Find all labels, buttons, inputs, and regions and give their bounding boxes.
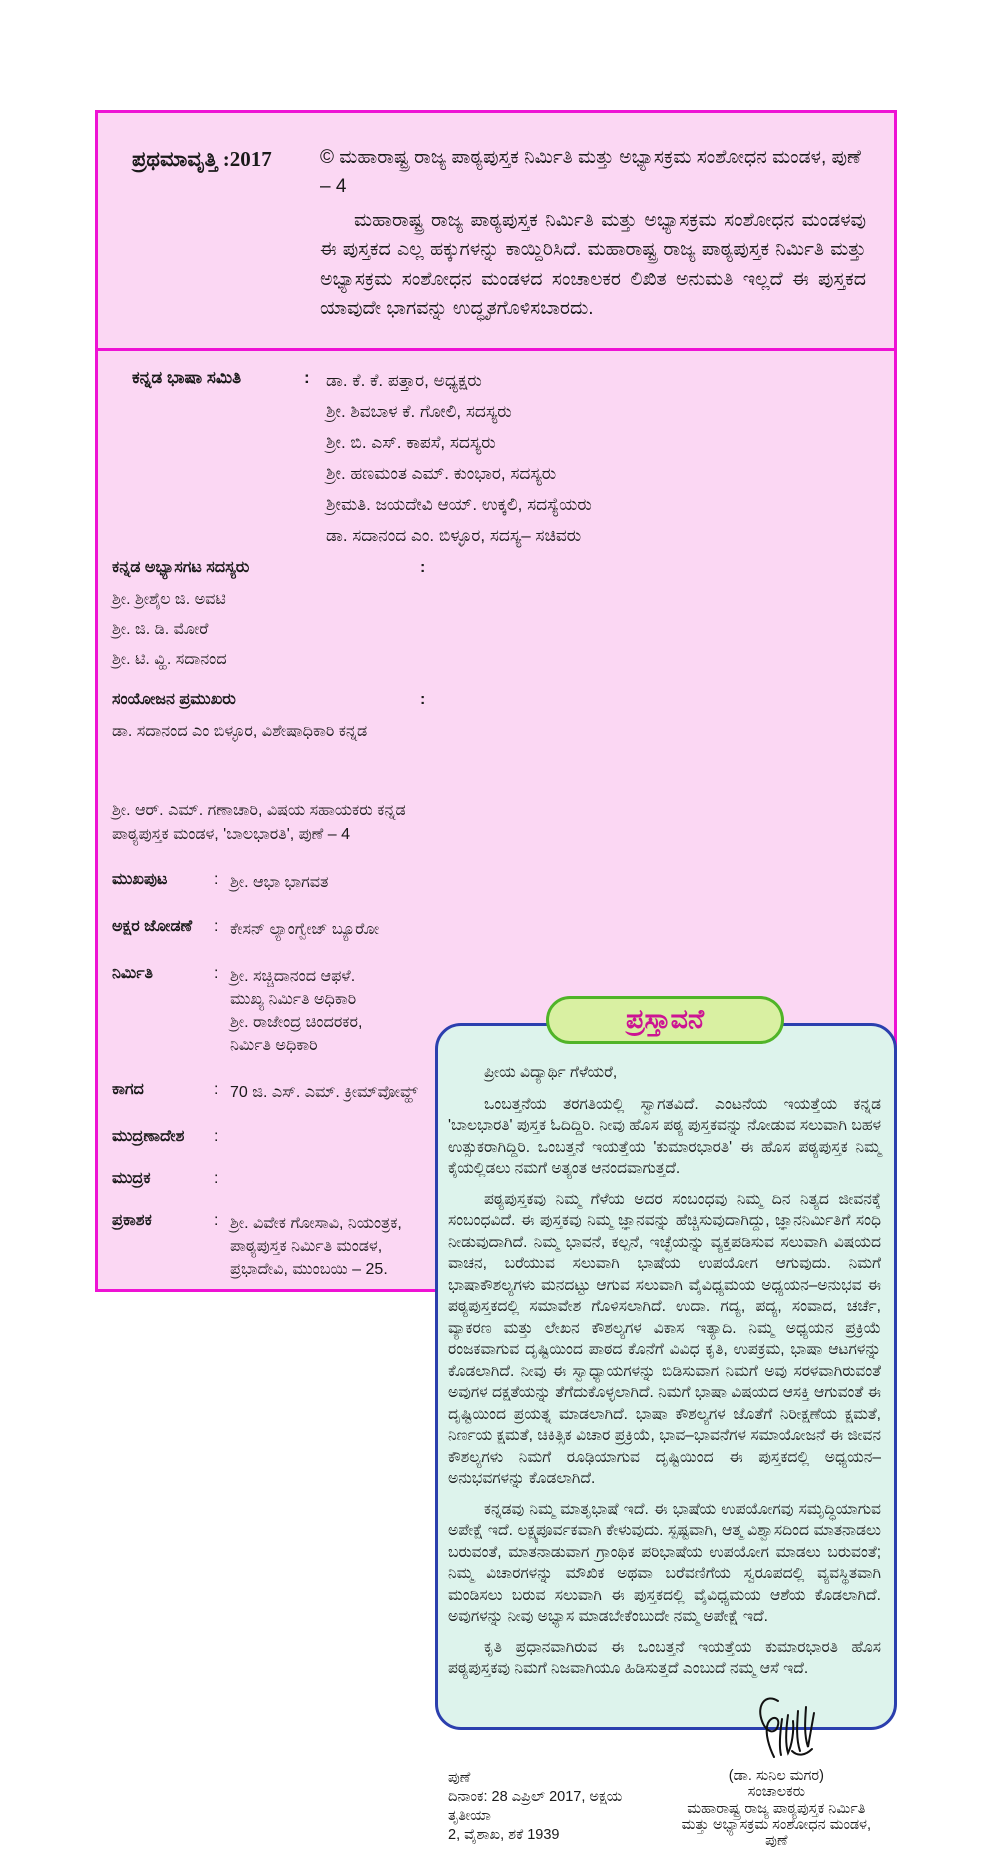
credit-line: ನಿರ್ಮಿತಿ ಅಧಿಕಾರಿ: [230, 1034, 434, 1057]
preface-title: ಪ್ರಸ್ತಾವನೆ: [626, 1004, 704, 1036]
committee-member: ಡಾ. ಸದಾನಂದ ಎಂ. ಬಿಳ್ಳೂರ, ಸದಸ್ಯ– ಸಚಿವರು: [326, 520, 866, 551]
preface-paragraph: ಕನ್ನಡವು ನಿಮ್ಮ ಮಾತೃಭಾಷೆ ಇದೆ. ಈ ಭಾಷೆಯ ಉಪಯೋಗವು ಸಮೃದ್ಧಿಯಾಗುವ ಅಪೇಕ್ಷೆ ಇದೆ. ಲಕ್ಷ್ಯಪೂರ್ವಕವಾಗಿ ಕೇಳುವುದು. ಸ್ಪಷ್ಟವಾಗಿ, ಆತ್ಮ ವಿಶ್ವಾಸದಿಂದ ಮಾತನಾಡಲು ಬರುವಂತೆ, ಮಾತನಾಡುವಾಗ ಗ್ರಾಂಥಿಕ ಪರಿಭಾಷೆಯ ಉಪಯೋಗ ಮಾಡಲು ಬರುವಂತೆ; ನಿಮ್ಮ ವಿಚಾರಗಳನ್ನು ಮೌಖಿಕ ಅಥವಾ ಬರೆವಣಿಗೆಯ ಸ್ವರೂಪದಲ್ಲಿ ವ್ಯವಸ್ಥಿತವಾಗಿ ಮಂಡಿಸಲು ಬರುವ ಸಲುವಾಗಿ ಈ ಪುಸ್ತಕದಲ್ಲಿ ವೈವಿಧ್ಯಮಯ ಆಶೆಯ ಕೊಡಲಾಗಿದೆ. ಅವುಗಳನ್ನು ನೀವು ಅಭ್ಯಾಸ ಮಾಡಬೇಕೆಂಬುದೇ ನಮ್ಮ ಅಪೇಕ್ಷೆ ಇದೆ.: [448, 1499, 881, 1628]
committee-member: ಶ್ರೀ. ಶಿವಬಾಳ ಕೆ. ಗೋಲಿ, ಸದಸ್ಯರು: [326, 396, 866, 427]
credit-label: ಅಕ್ಷರ ಜೋಡಣೆ: [112, 918, 214, 941]
colon-separator: :: [214, 918, 230, 941]
credit-value: [230, 871, 434, 894]
credit-line: ಕೇಸನ್ ಲ್ಯಾಂಗ್ವೇಜ್ ಬ್ಯೂರೋ: [230, 918, 434, 941]
language-committee-members: [326, 365, 866, 551]
signatory-block: [669, 1769, 886, 1850]
credit-line: ಶ್ರೀ. ಆಭಾ ಭಾಗವತ: [230, 871, 434, 894]
page-frame: [95, 110, 897, 1292]
credit-label: ಪ್ರಕಾಶಕ: [112, 1212, 214, 1281]
credit-line: ಪಾಠ್ಯಪುಸ್ತಕ ನಿರ್ಮಿತಿ ಮಂಡಳ,: [230, 1235, 434, 1258]
signature-area: [438, 1689, 894, 1767]
credit-value: [230, 918, 434, 941]
study-group-heading: [112, 559, 434, 577]
preface-salutation: ಪ್ರೀಯ ವಿದ್ಯಾರ್ಥಿ ಗೆಳೆಯರೆ,: [448, 1062, 881, 1084]
committee-member: ಶ್ರೀಮತಿ. ಜಯದೇವಿ ಆಯ್. ಉಕ್ಕಲಿ, ಸದಸ್ಯೆಯರು: [326, 489, 866, 520]
credit-label: ನಿರ್ಮಿತಿ: [112, 965, 214, 1057]
colon-separator: :: [420, 691, 434, 709]
colon-separator: :: [214, 1081, 230, 1104]
credit-value: [230, 1128, 434, 1146]
credit-row-cover: [112, 871, 434, 894]
signatory-org-line2: ಮತ್ತು ಅಭ್ಯಾಸಕ್ರಮ ಸಂಶೋಧನ ಮಂಡಳ, ಪುಣೆ: [669, 1818, 884, 1849]
edition-label: ಪ್ರಥಮಾವೃತ್ತಿ :2017: [132, 143, 320, 348]
colon-separator: :: [214, 1212, 230, 1281]
place: ಪುಣೆ: [448, 1769, 669, 1788]
credit-line: ಮುಖ್ಯ ನಿರ್ಮಿತಿ ಅಧಿಕಾರಿ: [230, 988, 434, 1011]
study-group-member: ಶ್ರೀ. ಶ್ರೀಶೈಲ ಜಿ. ಅವಟಿ: [112, 585, 434, 615]
preface-paragraph: ಒಂಬತ್ತನೆಯ ತರಗತಿಯಲ್ಲಿ ಸ್ವಾಗತವಿದೆ. ಎಂಟನೆಯ ಇಯತ್ತೆಯ ಕನ್ನಡ 'ಬಾಲಭಾರತಿ' ಪುಸ್ತಕ ಓದಿದ್ದಿರಿ. ನೀವು ಹೊಸ ಪಠ್ಯ ಪುಸ್ತಕವನ್ನು ನೋಡುವ ಸಲುವಾಗಿ ಬಹಳ ಉತ್ಸುಕರಾಗಿದ್ದಿರಿ. ಒಂಬತ್ತನೆ ಇಯತ್ತೆಯ 'ಕುಮಾರಭಾರತಿ' ಈ ಹೊಸ ಪಠ್ಯಪುಸ್ತಕ ನಿಮ್ಮ ಕೈಯಲ್ಲಿಡಲು ನಮಗೆ ಅತ್ಯಂತ ಆನಂದವಾಗುತ್ತದೆ.: [448, 1094, 881, 1180]
study-group-member: ಶ್ರೀ. ಜಿ. ಡಿ. ಮೋರೆ: [112, 615, 434, 645]
copyright-block: [320, 143, 866, 348]
colon-separator: :: [304, 365, 326, 551]
credit-row-publisher: [112, 1212, 434, 1281]
credit-label: ಮುದ್ರಕ: [112, 1170, 214, 1188]
copyright-section: [98, 113, 894, 351]
preface-paragraph: ಕೃತಿ ಪ್ರಧಾನವಾಗಿರುವ ಈ ಒಂಬತ್ತನೆ ಇಯತ್ತೆಯ ಕುಮಾರಭಾರತಿ ಹೊಸ ಪಠ್ಯಪುಸ್ತಕವು ನಿಮಗೆ ನಿಜವಾಗಿಯೂ ಹಿಡಿಸುತ್ತದೆ ಎಂಬುದೆ ನಮ್ಮ ಆಸೆ ಇದೆ.: [448, 1637, 881, 1680]
credit-label: ಮುಖಪುಟ: [112, 871, 214, 894]
preface-footer: [438, 1769, 894, 1850]
copyright-notice: ಮಹಾರಾಷ್ಟ್ರ ರಾಜ್ಯ ಪಾಠ್ಯಪುಸ್ತಕ ನಿರ್ಮಿತಿ ಮತ್ತು ಅಭ್ಯಾಸಕ್ರಮ ಸಂಶೋಧನ ಮಂಡಳವು ಈ ಪುಸ್ತಕದ ಎಲ್ಲ ಹಕ್ಕುಗಳನ್ನು ಕಾಯ್ದಿರಿಸಿದೆ. ಮಹಾರಾಷ್ಟ್ರ ರಾಜ್ಯ ಪಾಠ್ಯಪುಸ್ತಕ ನಿರ್ಮಿತಿ ಮತ್ತು ಅಭ್ಯಾಸಕ್ರಮ ಸಂಶೋಧನ ಮಂಡಳದ ಸಂಚಾಲಕರ ಲಿಖಿತ ಅನುಮತಿ ಇಲ್ಲದೆ ಈ ಪುಸ್ತಕದ ಯಾವುದೇ ಭಾಗವನ್ನು ಉದ್ಧೃತಗೊಳಿಸಬಾರದು.: [320, 206, 866, 324]
credit-line: 70 ಜಿ. ಎಸ್. ಎಮ್. ಕ್ರೀಮ್‌ವೋವ್ಹ್: [230, 1081, 434, 1104]
coordination-label: ಸಂಯೋಜನ ಪ್ರಮುಖರು: [112, 691, 420, 709]
credit-row-production: [112, 965, 434, 1057]
preface-content: [438, 1026, 894, 1680]
credit-row-printer: [112, 1170, 434, 1188]
colon-separator: :: [214, 965, 230, 1057]
credit-label: ಕಾಗದ: [112, 1081, 214, 1104]
credit-line: ಶ್ರೀ. ರಾಜೇಂದ್ರ ಚಿಂದರಕರ,: [230, 1011, 434, 1034]
colon-separator: :: [214, 1170, 230, 1188]
committee-member: ಶ್ರೀ. ಹಣಮಂತ ಎಮ್. ಕುಂಭಾರ, ಸದಸ್ಯರು: [326, 458, 866, 489]
credit-line: ಶ್ರೀ. ಸಚ್ಚಿದಾನಂದ ಆಫಳೆ.: [230, 965, 434, 988]
director-signature-image: [748, 1691, 820, 1765]
credits-column: [112, 559, 434, 1281]
signatory-role: ಸಂಚಾಲಕರು: [669, 1785, 884, 1801]
credit-value: [230, 965, 434, 1057]
committee-member: ಡಾ. ಕೆ. ಕೆ. ಪತ್ತಾರ, ಅಧ್ಯಕ್ಷರು: [326, 365, 866, 396]
preface-box: [435, 1023, 897, 1730]
language-committee-label: ಕನ್ನಡ ಭಾಷಾ ಸಮಿತಿ: [132, 365, 304, 551]
credit-value: [230, 1081, 434, 1104]
credit-line: ಶ್ರೀ. ವಿವೇಕ ಗೋಸಾವಿ, ನಿಯಂತ್ರಕ,: [230, 1212, 434, 1235]
colon-separator: :: [214, 1128, 230, 1146]
language-committee-section: [98, 351, 894, 551]
credit-value: [230, 1170, 434, 1188]
coordination-heading: [112, 691, 434, 709]
credit-row-typesetting: [112, 918, 434, 941]
preface-paragraph: ಪಠ್ಯಪುಸ್ತಕವು ನಿಮ್ಮ ಗೆಳೆಯ ಅದರ ಸಂಬಂಧವು ನಿಮ್ಮ ದಿನ ನಿತ್ಯದ ಜೀವನಕ್ಕೆ ಸಂಬಂಧವಿದೆ. ಈ ಪುಸ್ತಕವು ನಿಮ್ಮ ಜ್ಞಾನವನ್ನು ಹೆಚ್ಚಿಸುವುದಾಗಿದ್ದು, ಜ್ಞಾನನಿರ್ಮಿತಿಗೆ ಸಂಧಿ ನೀಡುವುದಾಗಿದೆ. ನಿಮ್ಮ ಭಾವನೆ, ಕಲ್ಪನೆ, ಇಚ್ಛೆಯನ್ನು ವ್ಯಕ್ತಪಡಿಸುವ ಸಲುವಾಗಿ ವಿಷಯದ ವಾಚನ, ಬರೆಯುವ ಸಲುವಾಗಿ ಭಾಷೆಯ ಉಪಯೋಗ ಆಗುವುದು. ನಿಮಗೆ ಭಾಷಾಕೌಶಲ್ಯಗಳು ಮನದಟ್ಟು ಆಗುವ ಸಲುವಾಗಿ ವೈವಿಧ್ಯಮಯ ಅಧ್ಯಯನ–ಅನುಭವ ಈ ಪಠ್ಯಪುಸ್ತಕದಲ್ಲಿ ಸಮಾವೇಶ ಗೊಳಿಸಲಾಗಿದೆ. ಉದಾ. ಗದ್ಯ, ಪದ್ಯ, ಸಂವಾದ, ಚರ್ಚೆ, ವ್ಯಾಕರಣ ಮತ್ತು ಲೇಖನ ಕೌಶಲ್ಯಗಳ ವಿಕಾಸ ಇತ್ಯಾದಿ. ನಿಮ್ಮ ಅಧ್ಯಯನ ಪ್ರಕ್ರಿಯೆ ರಂಜಕವಾಗುವ ದೃಷ್ಟಿಯಿಂದ ಪಾಠದ ಕೊನೆಗೆ ವಿವಿಧ ಕೃತಿ, ಉಪಕ್ರಮ, ಭಾಷಾ ಆಟಗಳನ್ನು ಕೊಡಲಾಗಿದೆ. ನೀವು ಈ ಸ್ವಾಧ್ಯಾಯಗಳನ್ನು ಬಿಡಿಸುವಾಗ ನಿಮಗೆ ಅವು ಸರಳವಾಗಿರುವಂತೆ ಅವುಗಳ ದಕ್ಷತೆಯನ್ನು ತೆಗೆದುಕೊಳ್ಳಲಾಗಿದೆ. ನಿಮಗೆ ಭಾಷಾ ವಿಷಯದ ಆಸಕ್ತಿ ಆಗುವಂತೆ ಈ ದೃಷ್ಟಿಯಿಂದ ಪ್ರಯತ್ನ ಮಾಡಲಾಗಿದೆ. ಭಾಷಾ ಕೌಶಲ್ಯಗಳ ಜೊತೆಗೆ ನಿರೀಕ್ಷಣೆಯ ಕ್ಷಮತೆ, ನಿರ್ಣಯ ಕ್ಷಮತೆ, ಚಿಕಿತ್ಸಿಕ ವಿಚಾರ ಪ್ರಕ್ರಿಯೆ, ಭಾವ–ಭಾವನೆಗಳ ಸಮಾಯೋಜನೆ ಈ ಜೀವನ ಕೌಶಲ್ಯಗಳು ನಿಮಗೆ ರೂಢಿಯಾಗುವ ದೃಷ್ಟಿಯಿಂದ ಈ ಪುಸ್ತಕದಲ್ಲಿ ಅಧ್ಯಯನ–ಅನುಭವಗಳನ್ನು ಕೊಡಲಾಗಿದೆ.: [448, 1189, 881, 1490]
credit-label: ಮುದ್ರಣಾದೇಶ: [112, 1128, 214, 1146]
signatory-name: (ಡಾ. ಸುನಿಲ ಮಗರ): [669, 1769, 884, 1785]
committee-member: ಶ್ರೀ. ಬಿ. ಎಸ್. ಕಾಪಸೆ, ಸದಸ್ಯರು: [326, 427, 866, 458]
saka-line: 2, ವೈಶಾಖ, ಶಕೆ 1939: [448, 1826, 669, 1845]
copyright-holder-line: © ಮಹಾರಾಷ್ಟ್ರ ರಾಜ್ಯ ಪಾಠ್ಯಪುಸ್ತಕ ನಿರ್ಮಿತಿ ಮತ್ತು ಅಭ್ಯಾಸಕ್ರಮ ಸಂಶೋಧನ ಮಂಡಳ, ಪುಣೆ – 4: [320, 143, 866, 202]
coordination-value: ಡಾ. ಸದಾನಂದ ಎಂ ಬಿಳ್ಳೂರ, ವಿಶೇಷಾಧಿಕಾರಿ ಕನ್ನಡ: [112, 717, 434, 747]
subject-assistant-note: ಶ್ರೀ. ಆರ್. ಎಮ್. ಗಣಾಚಾರಿ, ವಿಷಯ ಸಹಾಯಕರು ಕನ್ನಡ ಪಾಠ್ಯಪುಸ್ತಕ ಮಂಡಳ, 'ಬಾಲಭಾರತಿ', ಪುಣೆ – 4: [112, 799, 434, 847]
study-group-label: ಕನ್ನಡ ಅಭ್ಯಾಸಗಟ ಸದಸ್ಯರು: [112, 559, 420, 577]
study-group-member: ಶ್ರೀ. ಟಿ. ವ್ಹಿ. ಸದಾನಂದ: [112, 645, 434, 675]
credit-row-print-order: [112, 1128, 434, 1146]
credit-line: ಪ್ರಭಾದೇವಿ, ಮುಂಬಯಿ – 25.: [230, 1258, 434, 1281]
date-place-block: [448, 1769, 669, 1850]
preface-title-pill: [546, 996, 784, 1044]
credit-value: [230, 1212, 434, 1281]
colon-separator: :: [420, 559, 434, 577]
date-line: ದಿನಾಂಕ: 28 ಎಪ್ರಿಲ್ 2017, ಅಕ್ಷಯ ತೃತೀಯಾ: [448, 1788, 669, 1826]
credit-row-paper: [112, 1081, 434, 1104]
main-area: [98, 551, 894, 1283]
colon-separator: :: [214, 871, 230, 894]
signatory-org-line1: ಮಹಾರಾಷ್ಟ್ರ ರಾಜ್ಯ ಪಾಠ್ಯಪುಸ್ತಕ ನಿರ್ಮಿತಿ: [669, 1802, 884, 1818]
